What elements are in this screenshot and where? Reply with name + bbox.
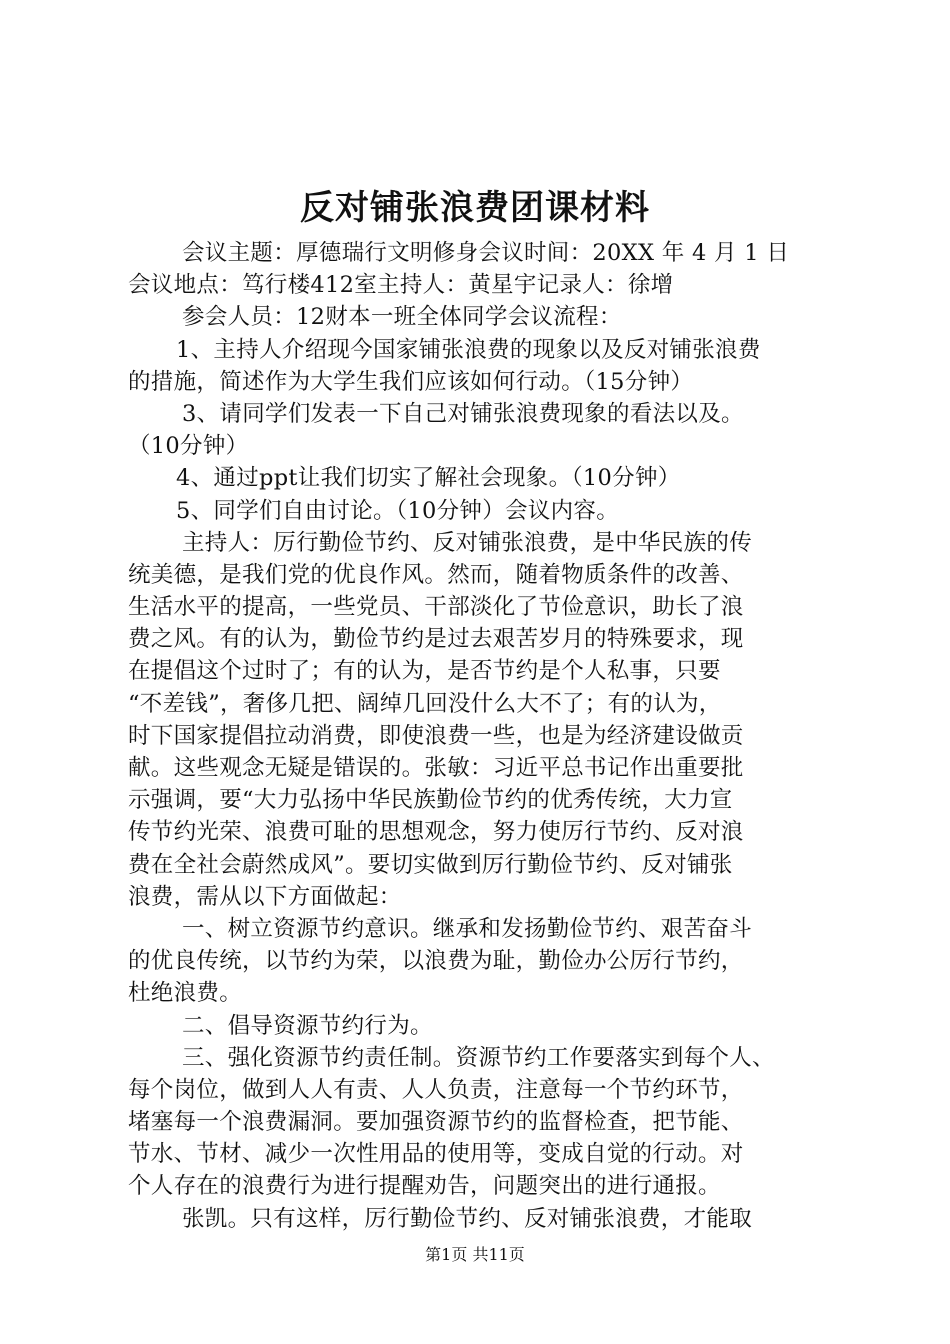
text-line: 浪费，需从以下方面做起： [128,883,402,910]
text-line: 传节约光荣、浪费可耻的思想观念，努力使厉行节约、反对浪 [128,819,744,846]
text-line: 二、倡导资源节约行为。 [182,1012,433,1039]
text-line: 1、主持人介绍现今国家铺张浪费的现象以及反对铺张浪费 [176,336,761,363]
text-line: 5、同学们自由讨论。（10分钟）会议内容。 [176,497,619,524]
text-line: 统美德，是我们党的优良作风。然而，随着物质条件的改善、 [128,561,744,588]
text-line: 会议主题：厚德瑞行文明修身会议时间：20XX 年 4 月 1 日 [182,240,790,266]
text-line: 的措施，简述作为大学生我们应该如何行动。（15分钟） [128,368,694,395]
text-line: 三、强化资源节约责任制。资源节约工作要落实到每个人、 [182,1044,775,1071]
text-line: 主持人：厉行勤俭节约、反对铺张浪费，是中华民族的传 [182,529,753,556]
text-line: 的优良传统，以节约为荣，以浪费为耻，勤俭办公厉行节约， [128,948,744,975]
text-line: （10分钟） [128,433,249,460]
text-line: 在提倡这个过时了；有的认为，是否节约是个人私事，只要 [128,658,721,685]
text-line: 时下国家提倡拉动消费，即使浪费一些，也是为经济建设做贡 [128,722,744,749]
text-line: 4、通过ppt让我们切实了解社会现象。（10分钟） [176,465,681,492]
text-line: 会议地点：笃行楼412室主持人：黄星宇记录人：徐增 [128,272,674,299]
text-line: 费之风。有的认为，勤俭节约是过去艰苦岁月的特殊要求，现 [128,626,744,653]
text-line: 费在全社会蔚然成风”。要切实做到厉行勤俭节约、反对铺张 [128,851,733,878]
document-body [128,237,838,1235]
text-line: 节水、节材、减少一次性用品的使用等，变成自觉的行动。对 [128,1141,744,1168]
text-line: 献。这些观念无疑是错误的。张敏：习近平总书记作出重要批 [128,755,744,781]
text-line: 张凯。只有这样，厉行勤俭节约、反对铺张浪费，才能取 [182,1205,753,1232]
text-line: 堵塞每一个浪费漏洞。要加强资源节约的监督检查，把节能、 [128,1109,744,1136]
text-line: “不差钱”，奢侈几把、阔绰几回没什么大不了；有的认为， [128,690,722,717]
document-title: 反对铺张浪费团课材料 [300,188,650,228]
text-line: 参会人员：12财本一班全体同学会议流程： [182,304,622,331]
text-line: 3、请同学们发表一下自己对铺张浪费现象的看法以及。 [182,400,744,427]
text-line: 杜绝浪费。 [128,980,243,1007]
text-line: 一、树立资源节约意识。继承和发扬勤俭节约、艰苦奋斗 [182,915,753,942]
text-line: 每个岗位，做到人人有责、人人负责，注意每一个节约环节， [128,1076,744,1103]
text-line: 示强调，要“大力弘扬中华民族勤俭节约的优秀传统，大力宣 [128,787,733,814]
text-line: 生活水平的提高，一些党员、干部淡化了节俭意识，助长了浪 [128,594,744,621]
text-line: 个人存在的浪费行为进行提醒劝告，问题突出的进行通报。 [128,1173,721,1200]
page-footer: 第1页 共11页 [425,1245,525,1264]
